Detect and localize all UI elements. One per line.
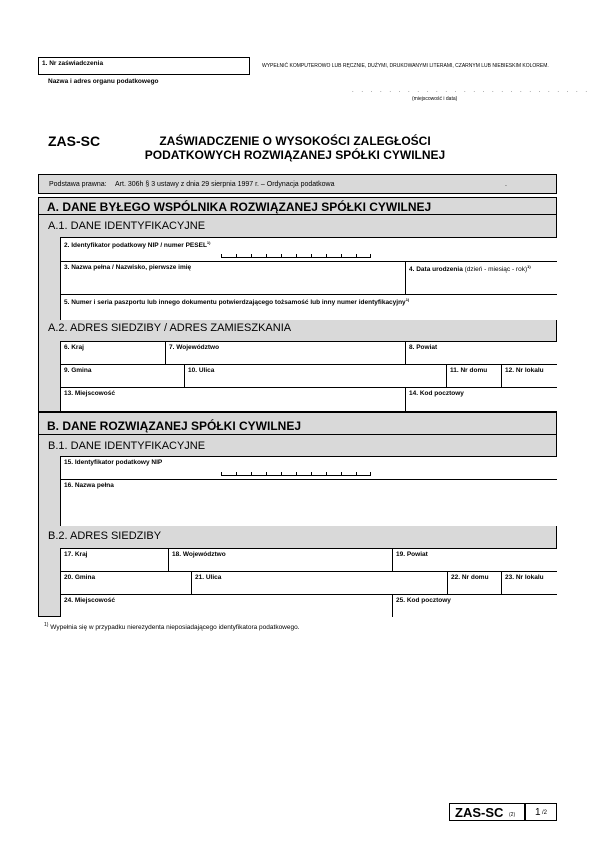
field-15-label: 15. Identyfikator podatkowy NIP	[64, 459, 163, 466]
field-19-county[interactable]	[392, 548, 557, 571]
certificate-number-box[interactable]	[38, 57, 250, 75]
field-22-label: 22. Nr domu	[451, 574, 489, 581]
section-a-header	[38, 197, 557, 215]
field-15-nip[interactable]	[60, 456, 557, 479]
field-20-municipality[interactable]	[60, 571, 191, 594]
field-9-label: 9. Gmina	[64, 367, 92, 374]
legal-basis-box	[38, 174, 557, 194]
field-8-label: 8. Powiat	[409, 344, 438, 351]
field-8-county[interactable]	[405, 341, 557, 364]
tax-office-label: Nazwa i adres organu podatkowego	[48, 78, 159, 85]
section-a2-title: A.2. ADRES SIEDZIBY / ADRES ZAMIESZKANIA	[48, 322, 292, 334]
field-20-label: 20. Gmina	[64, 574, 96, 581]
field-11-house-number[interactable]	[446, 364, 501, 387]
field-4-birth-date[interactable]	[405, 261, 557, 294]
field-6-country[interactable]	[60, 341, 165, 364]
place-date-label: (miejscowość i data)	[412, 96, 458, 102]
field-7-label: 7. Województwo	[169, 344, 220, 351]
field-10-label: 10. Ulica	[188, 367, 215, 374]
field-23-apartment-number[interactable]	[501, 571, 557, 594]
footnote-marker: 1)	[44, 622, 49, 628]
section-b2-title: B.2. ADRES SIEDZIBY	[48, 530, 162, 542]
field-17-country[interactable]	[60, 548, 168, 571]
field-10-street[interactable]	[184, 364, 446, 387]
field-12-label: 12. Nr lokalu	[505, 367, 544, 374]
section-a1-title: A.1. DANE IDENTYFIKACYJNE	[48, 220, 206, 232]
form-code: ZAS-SC	[48, 133, 101, 149]
field-22-house-number[interactable]	[447, 571, 501, 594]
fill-instruction: WYPEŁNIĆ KOMPUTEROWO LUB RĘCZNIE, DUŻYMI, DRUKOWANYMI LITERAMI, CZARNYM LUB NIEBIESKIM KOLOREM.	[262, 63, 549, 69]
field-24-city[interactable]	[60, 594, 392, 617]
field-11-label: 11. Nr domu	[450, 367, 488, 374]
form-title	[140, 134, 450, 162]
nip-pesel-ticks	[221, 254, 371, 258]
field-18-voivodeship[interactable]	[168, 548, 392, 571]
field-25-label: 25. Kod pocztowy	[396, 597, 451, 604]
certificate-number-label: 1. Nr zaświadczenia	[42, 60, 104, 67]
field-21-label: 21. Ulica	[195, 574, 222, 581]
legal-basis-dot: .	[505, 181, 507, 188]
legal-basis-label: Podstawa prawna:	[49, 181, 107, 188]
place-date-dots: . . . . . . . . . . . . . . . . . . . . . . . . . .	[352, 88, 591, 94]
field-2-label: 2. Identyfikator podatkowy NIP / numer PESEL$^{1)}$	[64, 240, 211, 250]
footer-form-code: ZAS-SC	[455, 805, 504, 820]
field-17-label: 17. Kraj	[64, 551, 88, 558]
footer-form-version: (2)	[509, 812, 516, 818]
footnote	[44, 622, 300, 631]
field-6-label: 6. Kraj	[64, 344, 84, 351]
nip-ticks	[221, 472, 371, 476]
footer-page-box	[525, 803, 557, 821]
field-3-label: 3. Nazwa pełna / Nazwisko, pierwsze imię	[64, 264, 192, 271]
section-a-title: A. DANE BYŁEGO WSPÓLNIKA ROZWIĄZANEJ SPÓŁKI CYWILNEJ	[47, 200, 432, 214]
legal-basis-text: Art. 306h § 3 ustawy z dnia 29 sierpnia 1997 r. – Ordynacja podatkowa	[115, 181, 335, 188]
footer-page-number: 1	[535, 807, 541, 818]
footer-page-total: /2	[542, 810, 548, 816]
section-b1-title: B.1. DANE IDENTYFIKACYJNE	[48, 440, 206, 452]
field-24-label: 24. Miejscowość	[64, 597, 115, 604]
field-12-apartment-number[interactable]	[501, 364, 557, 387]
form-title-line-2: PODATKOWYCH ROZWIĄZANEJ SPÓŁKI CYWILNEJ	[144, 148, 446, 162]
field-21-street[interactable]	[191, 571, 447, 594]
form-title-line-1: ZAŚWIADCZENIE O WYSOKOŚCI ZALEGŁOŚCI	[159, 134, 431, 148]
section-b-title: B. DANE ROZWIĄZANEJ SPÓŁKI CYWILNEJ	[47, 419, 302, 433]
footer-form-code-box	[449, 803, 525, 821]
field-25-postal-code[interactable]	[392, 594, 557, 617]
field-19-label: 19. Powiat	[396, 551, 428, 558]
field-4-label: 4. Data urodzenia (dzień - miesiąc - rok)$^{1)}$	[409, 264, 531, 274]
field-13-city[interactable]	[60, 387, 405, 411]
field-13-label: 13. Miejscowość	[64, 390, 115, 397]
field-14-label: 14. Kod pocztowy	[409, 390, 464, 397]
field-14-postal-code[interactable]	[405, 387, 557, 411]
field-3-full-name[interactable]	[60, 261, 405, 294]
field-7-voivodeship[interactable]	[165, 341, 405, 364]
field-5-label: 5. Numer i seria paszportu lub innego dokumentu potwierdzającego tożsamość lub inny numer identyfikacyjny$^{1)}$	[64, 297, 410, 307]
field-16-full-name[interactable]	[60, 479, 557, 526]
footnote-text: Wypełnia się w przypadku nierezydenta nieposiadającego identyfikatora podatkowego.	[50, 624, 300, 632]
section-b-header	[38, 411, 557, 435]
field-18-label: 18. Województwo	[172, 551, 226, 558]
field-23-label: 23. Nr lokalu	[505, 574, 544, 581]
field-9-municipality[interactable]	[60, 364, 184, 387]
field-2-nip-pesel[interactable]	[60, 237, 557, 261]
field-5-document-number[interactable]	[60, 294, 557, 320]
field-16-label: 16. Nazwa pełna	[64, 482, 114, 489]
